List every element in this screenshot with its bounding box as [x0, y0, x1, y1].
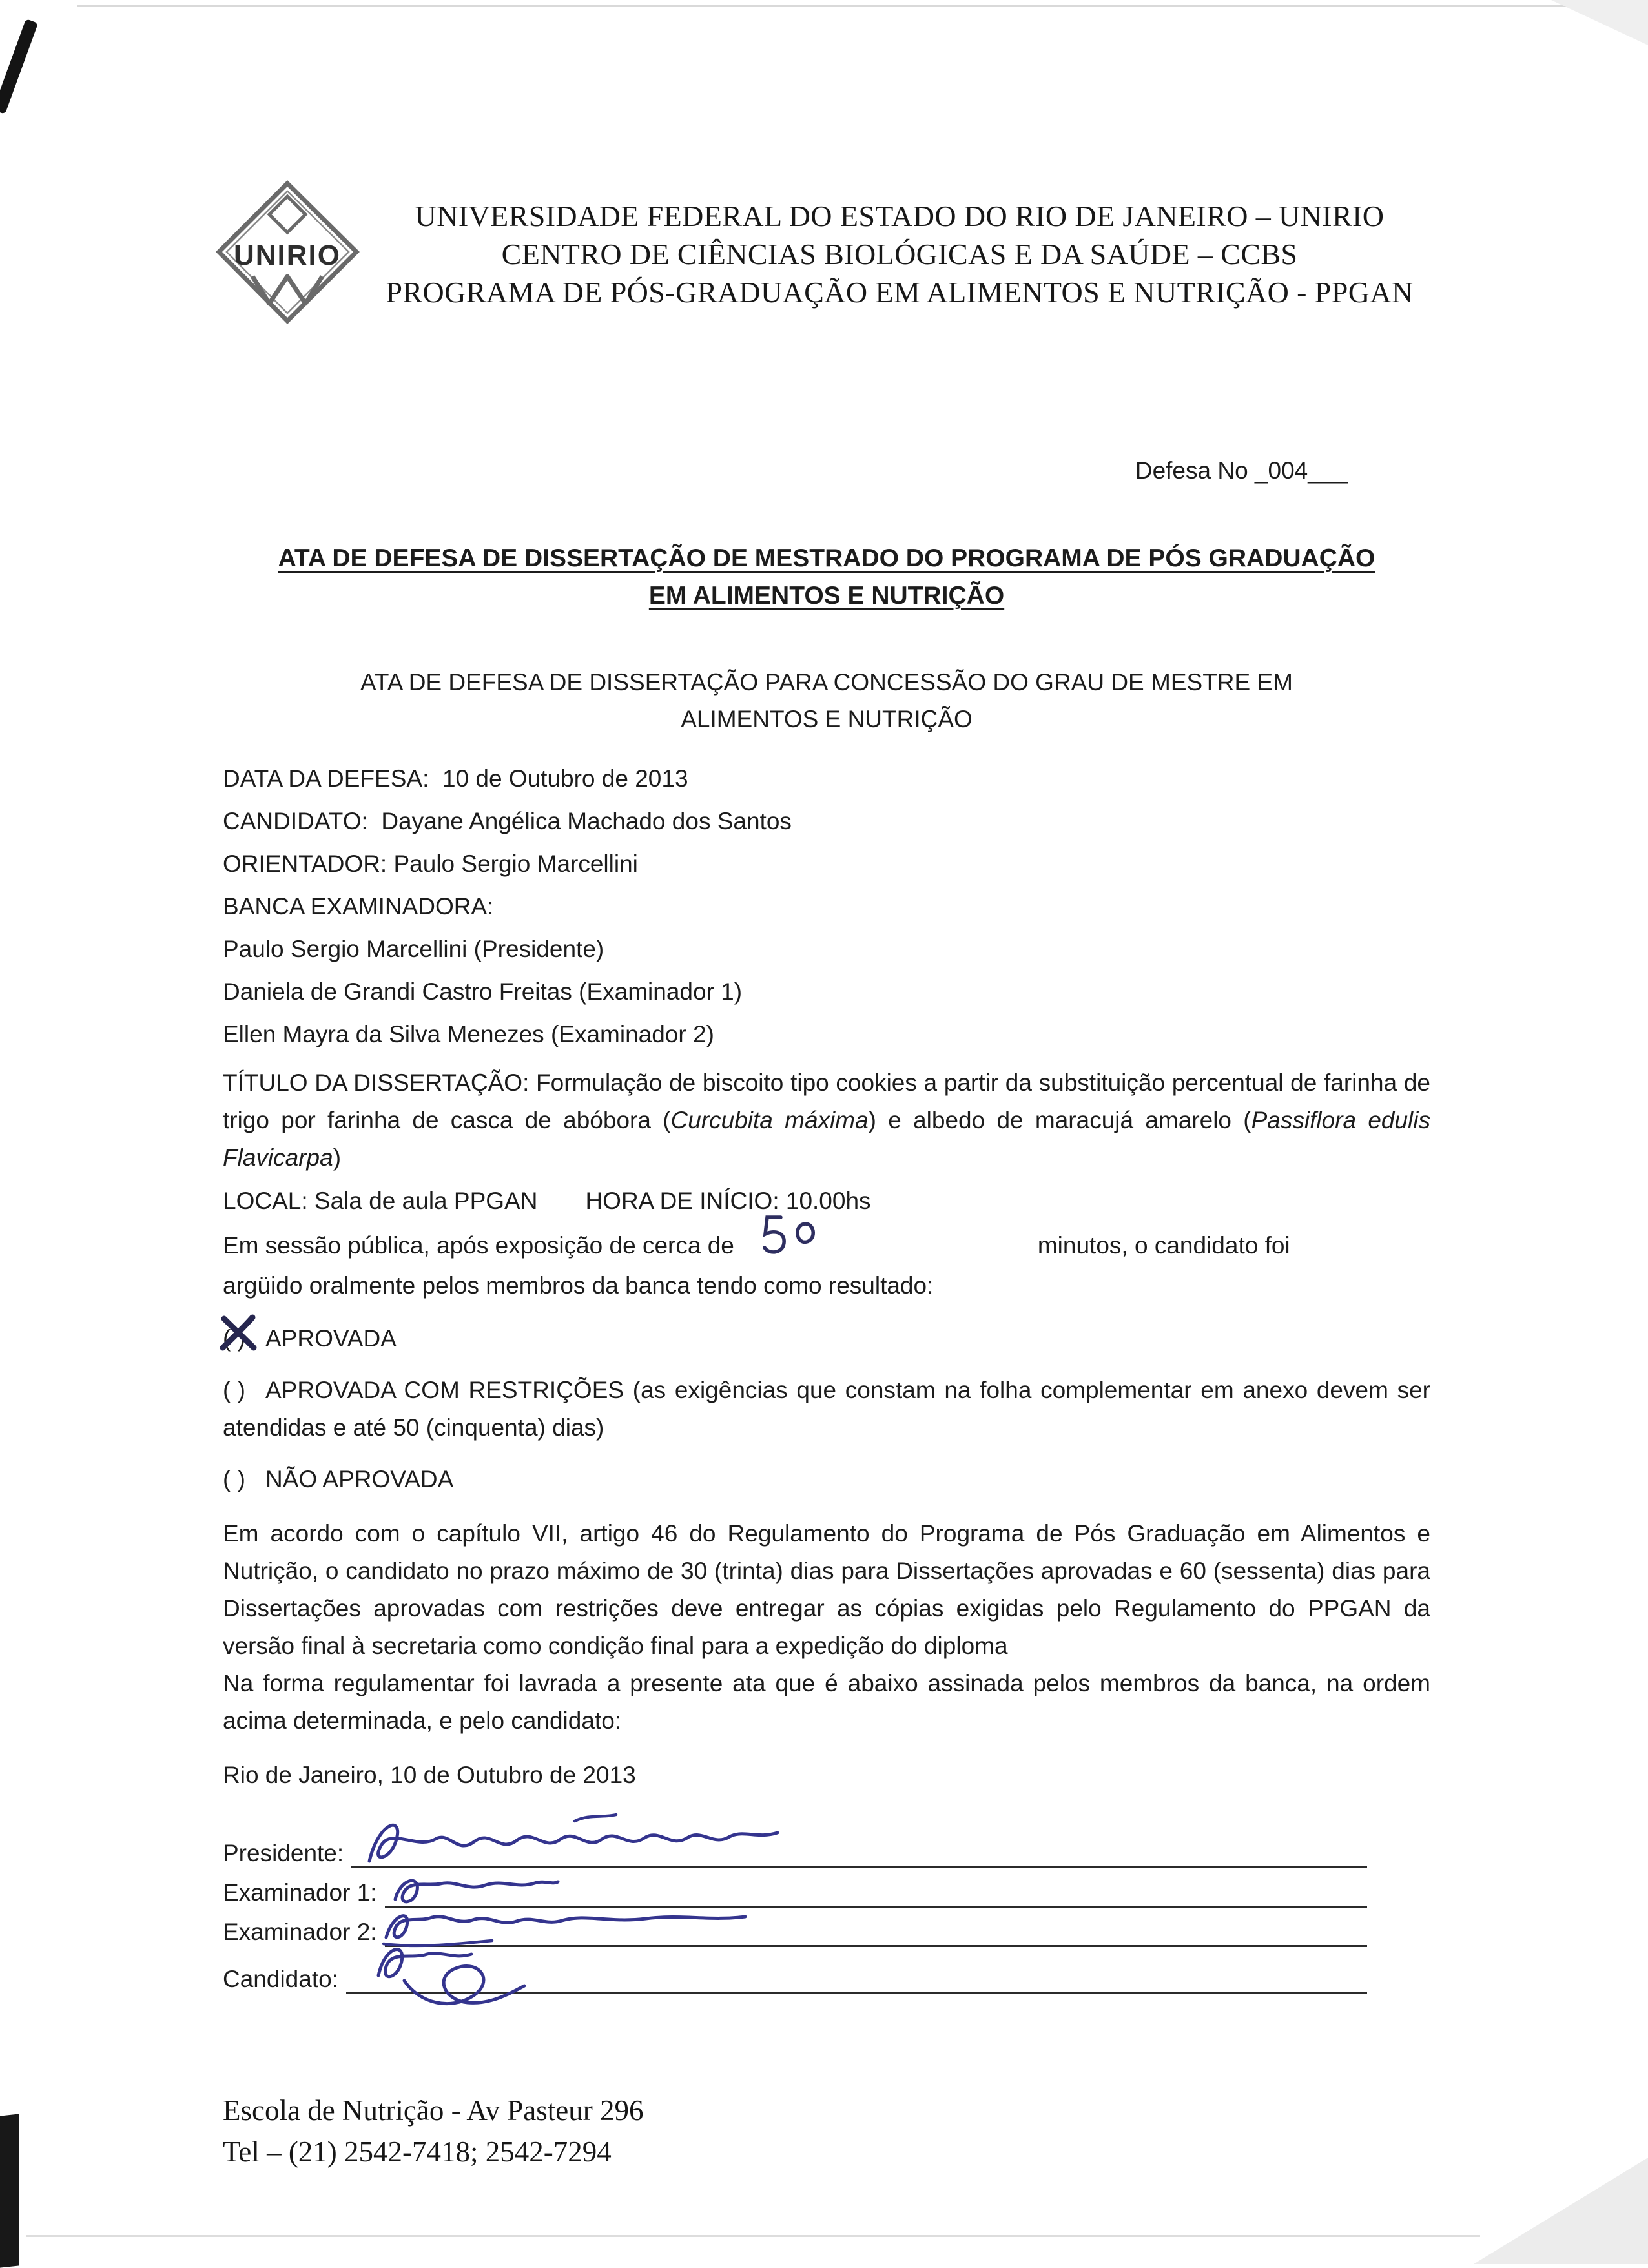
signatures-block	[223, 1838, 1430, 1994]
document-subtitle	[223, 664, 1430, 737]
field-banca-header: BANCA EXAMINADORA:	[223, 893, 494, 920]
restricoes-label: APROVADA COM RESTRIÇÕES (as exigências que constam na folha complementar em anexo devem ser atendidas e até 50 (cinquenta) dias)	[223, 1377, 1430, 1441]
session-text-line2: argüido oralmente pelos membros da banca tendo como resultado:	[223, 1272, 934, 1299]
footer-phone: Tel – (21) 2542-7418; 2542-7294	[223, 2136, 612, 2168]
signature-row-presidente	[223, 1838, 1430, 1868]
aprovada-check-mark	[218, 1314, 260, 1354]
titulo-italic1: Curcubita máxima	[670, 1107, 869, 1133]
defesa-number: Defesa No _004___	[1135, 457, 1348, 484]
unirio-logo-text: UNIRIO	[234, 240, 341, 271]
field-hora-inicio: HORA DE INÍCIO: 10.00hs	[585, 1188, 871, 1214]
signature-row-candidato	[223, 1964, 1430, 1994]
signature-line-candidato	[346, 1964, 1367, 1994]
aprovada-checkbox: ( )	[223, 1320, 265, 1357]
field-candidato: CANDIDATO: Dayane Angélica Machado dos Santos	[223, 808, 792, 834]
handwritten-minutes-50	[756, 1208, 821, 1257]
signature-label-examinador2: Examinador 2:	[223, 1919, 377, 1945]
banca-member-presidente: Paulo Sergio Marcellini (Presidente)	[223, 936, 604, 962]
minutes-blank	[734, 1226, 1038, 1253]
aprovada-label: APROVADA	[265, 1325, 397, 1352]
titulo-italic2: Passiflora edulis Flavicarpa	[223, 1107, 1431, 1171]
field-data-defesa: DATA DA DEFESA: 10 de Outubro de 2013	[223, 765, 688, 792]
signature-label-examinador1: Examinador 1:	[223, 1879, 377, 1906]
footer	[223, 2090, 1430, 2172]
regulation-paragraph: Em acordo com o capítulo VII, artigo 46 do Regulamento do Programa de Pós Graduação em Alimentos e Nutrição, o candidato no prazo máximo de 30 (trinta) dias para Dissertações aprovadas e 60 (sessenta) dias para Dissertações aprovadas com restrições deve entregar as cópias exigidas pelo Regulamento do PPGAN da versão final à secretaria como condição final para a expedição do diploma	[223, 1520, 1430, 1659]
scan-artifact-top-left	[0, 19, 38, 114]
signature-label-candidato: Candidato:	[223, 1966, 338, 1992]
titulo-text3: )	[333, 1144, 342, 1171]
letterhead	[223, 180, 1430, 328]
restricoes-checkbox: ( )	[223, 1377, 245, 1403]
document-content	[223, 0, 1430, 2172]
scan-artifact-bottom-left	[0, 2114, 19, 2267]
letterhead-line-program: PROGRAMA DE PÓS-GRADUAÇÃO EM ALIMENTOS E NUTRIÇÃO - PPGAN	[386, 275, 1414, 309]
footer-address: Escola de Nutrição - Av Pasteur 296	[223, 2094, 644, 2127]
result-nao-aprovada-row	[223, 1461, 1430, 1498]
document-title-line1: ATA DE DEFESA DE DISSERTAÇÃO DE MESTRADO DO PROGRAMA DE PÓS GRADUAÇÃO	[278, 544, 1375, 572]
letterhead-line-center: CENTRO DE CIÊNCIAS BIOLÓGICAS E DA SAÚDE – CCBS	[501, 237, 1298, 271]
scan-artifact-top-right	[1551, 0, 1648, 45]
dissertation-title-paragraph	[223, 1064, 1430, 1177]
presidente-signature	[360, 1809, 799, 1877]
document-title-line2: EM ALIMENTOS E NUTRIÇÃO	[648, 582, 1005, 610]
banca-member-examinador1: Daniela de Grandi Castro Freitas (Examinador 1)	[223, 978, 743, 1005]
field-local: LOCAL: Sala de aula PPGAN	[223, 1188, 538, 1214]
result-restricoes-row	[223, 1372, 1430, 1447]
result-aprovada-row	[223, 1320, 1430, 1357]
city-date-line: Rio de Janeiro, 10 de Outubro de 2013	[223, 1762, 636, 1788]
scan-artifact-bottom-right	[1474, 2158, 1648, 2264]
signature-line-presidente	[351, 1838, 1367, 1868]
signature-label-presidente: Presidente:	[223, 1840, 344, 1866]
letterhead-line-university: UNIVERSIDADE FEDERAL DO ESTADO DO RIO DE JANEIRO – UNIRIO	[415, 199, 1385, 232]
session-text-before: Em sessão pública, após exposição de cerca de	[223, 1232, 734, 1259]
document-subtitle-line1: ATA DE DEFESA DE DISSERTAÇÃO PARA CONCESSÃO DO GRAU DE MESTRE EM	[360, 669, 1293, 696]
nao-aprovada-checkbox: ( )	[223, 1466, 245, 1492]
scan-artifact-bottom-line	[26, 2235, 1480, 2237]
record-paragraph: Na forma regulamentar foi lavrada a presente ata que é abaixo assinada pelos membros da banca, na ordem acima determinada, e pelo candidato:	[223, 1670, 1430, 1734]
titulo-text1: TÍTULO DA DISSERTAÇÃO: Formulação de biscoito tipo cookies a partir da substituição percentual de farinha de trigo por farinha de casca de abóbora (	[223, 1069, 1430, 1133]
titulo-text2: ) e albedo de maracujá amarelo (	[868, 1107, 1251, 1133]
document-subtitle-line2: ALIMENTOS E NUTRIÇÃO	[681, 706, 973, 732]
field-orientador: ORIENTADOR: Paulo Sergio Marcellini	[223, 850, 638, 877]
defense-fields	[223, 766, 1430, 1047]
nao-aprovada-label: NÃO APROVADA	[265, 1466, 454, 1492]
banca-member-examinador2: Ellen Mayra da Silva Menezes (Examinador 2)	[223, 1021, 714, 1047]
local-hora-row	[223, 1187, 1430, 1215]
unirio-logo	[215, 180, 369, 328]
session-text-after: minutos, o candidato foi	[1037, 1232, 1290, 1259]
candidato-signature	[358, 1928, 564, 2018]
session-paragraph	[223, 1226, 1430, 1306]
document-title	[223, 540, 1430, 615]
letterhead-lines	[369, 197, 1430, 311]
